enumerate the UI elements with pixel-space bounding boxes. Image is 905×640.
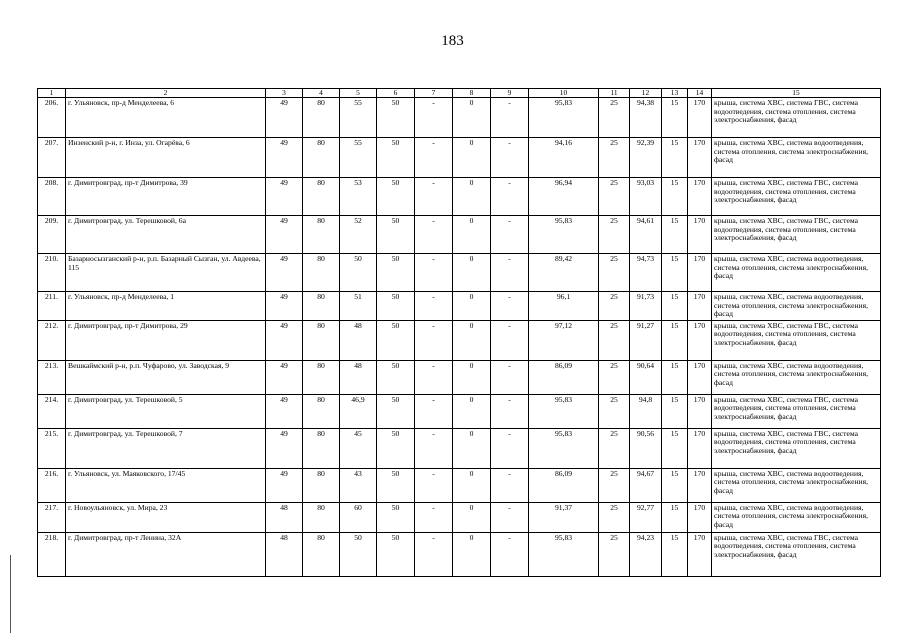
row-number-cell: 215. [38, 428, 66, 468]
value-cell: - [415, 98, 453, 138]
value-cell: 170 [688, 216, 712, 254]
value-cell: 49 [266, 394, 303, 428]
value-cell: 0 [453, 98, 491, 138]
value-cell: 43 [340, 468, 377, 502]
value-cell: 55 [340, 138, 377, 178]
works-cell: крыша, система ХВС, система водоотведения, система отопления, система электроснабжения, фасад [712, 138, 881, 178]
value-cell: - [491, 468, 529, 502]
value-cell: - [491, 216, 529, 254]
value-cell: - [491, 320, 529, 360]
table-row [38, 468, 881, 502]
value-cell: 80 [303, 254, 340, 292]
value-cell: 170 [688, 394, 712, 428]
value-cell: 15 [662, 98, 688, 138]
value-cell: 25 [599, 254, 630, 292]
value-cell: 60 [340, 502, 377, 532]
header-cell: 9 [491, 89, 529, 98]
value-cell: 50 [377, 216, 415, 254]
value-cell: 49 [266, 254, 303, 292]
value-cell: 48 [266, 532, 303, 576]
value-cell: - [491, 138, 529, 178]
row-number-cell: 211. [38, 292, 66, 321]
address-cell: г. Димитровград, пр-т Димитрова, 39 [66, 178, 266, 216]
table-row [38, 216, 881, 254]
value-cell: - [491, 292, 529, 321]
value-cell: 15 [662, 320, 688, 360]
value-cell: 80 [303, 98, 340, 138]
value-cell: 52 [340, 216, 377, 254]
value-cell: 94,8 [630, 394, 662, 428]
address-cell: Базарносызганский р-н, р.п. Базарный Сызган, ул. Авдеева, 115 [66, 254, 266, 292]
page-number: 183 [441, 33, 464, 49]
value-cell: 0 [453, 428, 491, 468]
value-cell: 49 [266, 292, 303, 321]
value-cell: 25 [599, 216, 630, 254]
value-cell: 15 [662, 292, 688, 321]
address-cell: г. Ульяновск, ул. Маяковского, 17/45 [66, 468, 266, 502]
value-cell: - [415, 428, 453, 468]
value-cell: 94,67 [630, 468, 662, 502]
value-cell: 25 [599, 532, 630, 576]
value-cell: 90,56 [630, 428, 662, 468]
value-cell: - [415, 360, 453, 394]
value-cell: 48 [266, 502, 303, 532]
value-cell: - [415, 394, 453, 428]
header-cell: 5 [340, 89, 377, 98]
value-cell: 91,37 [529, 502, 599, 532]
header-cell: 15 [712, 89, 881, 98]
table-row [38, 254, 881, 292]
address-cell: г. Димитровград, ул. Терешковой, 6а [66, 216, 266, 254]
value-cell: 80 [303, 428, 340, 468]
value-cell: - [491, 254, 529, 292]
value-cell: 50 [377, 98, 415, 138]
address-cell: Вешкаймский р-н, р.п. Чуфарово, ул. Заводская, 9 [66, 360, 266, 394]
table-row [38, 394, 881, 428]
table-row [38, 178, 881, 216]
works-cell: крыша, система ХВС, система ГВС, система водоотведения, система отопления, система электроснабжения, фасад [712, 394, 881, 428]
value-cell: 25 [599, 428, 630, 468]
value-cell: - [415, 320, 453, 360]
value-cell: 0 [453, 360, 491, 394]
value-cell: 50 [377, 502, 415, 532]
header-cell: 12 [630, 89, 662, 98]
value-cell: 50 [377, 292, 415, 321]
value-cell: - [415, 254, 453, 292]
value-cell: 15 [662, 254, 688, 292]
value-cell: 170 [688, 178, 712, 216]
value-cell: 170 [688, 502, 712, 532]
table-row [38, 292, 881, 321]
value-cell: - [491, 428, 529, 468]
value-cell: 49 [266, 320, 303, 360]
value-cell: 80 [303, 320, 340, 360]
value-cell: 50 [377, 468, 415, 502]
value-cell: - [415, 292, 453, 321]
works-cell: крыша, система ХВС, система ГВС, система водоотведения, система отопления, система электроснабжения, фасад [712, 428, 881, 468]
value-cell: 170 [688, 254, 712, 292]
works-cell: крыша, система ХВС, система водоотведения, система отопления, система электроснабжения, фасад [712, 360, 881, 394]
header-cell: 10 [529, 89, 599, 98]
table-row [38, 532, 881, 576]
value-cell: 25 [599, 138, 630, 178]
value-cell: - [491, 394, 529, 428]
value-cell: - [415, 138, 453, 178]
value-cell: 170 [688, 292, 712, 321]
value-cell: 92,77 [630, 502, 662, 532]
value-cell: 46,9 [340, 394, 377, 428]
value-cell: 97,12 [529, 320, 599, 360]
row-number-cell: 214. [38, 394, 66, 428]
value-cell: 170 [688, 532, 712, 576]
value-cell: 25 [599, 178, 630, 216]
value-cell: 0 [453, 178, 491, 216]
value-cell: 15 [662, 138, 688, 178]
value-cell: 25 [599, 394, 630, 428]
value-cell: - [415, 468, 453, 502]
row-number-cell: 210. [38, 254, 66, 292]
value-cell: 94,23 [630, 532, 662, 576]
value-cell: 50 [377, 360, 415, 394]
value-cell: - [415, 502, 453, 532]
value-cell: 0 [453, 532, 491, 576]
table-row [38, 428, 881, 468]
value-cell: 80 [303, 292, 340, 321]
works-cell: крыша, система ХВС, система водоотведения, система отопления, система электроснабжения, фасад [712, 292, 881, 321]
value-cell: - [491, 360, 529, 394]
value-cell: - [491, 98, 529, 138]
address-cell: г. Димитровград, пр-т Димитрова, 29 [66, 320, 266, 360]
value-cell: 95,83 [529, 532, 599, 576]
header-cell: 6 [377, 89, 415, 98]
value-cell: 86,09 [529, 468, 599, 502]
row-number-cell: 218. [38, 532, 66, 576]
value-cell: 170 [688, 98, 712, 138]
value-cell: 25 [599, 292, 630, 321]
value-cell: - [415, 532, 453, 576]
works-cell: крыша, система ХВС, система ГВС, система водоотведения, система отопления, система электроснабжения, фасад [712, 532, 881, 576]
address-cell: г. Димитровград, пр-т Ленина, 32А [66, 532, 266, 576]
value-cell: 25 [599, 360, 630, 394]
works-cell: крыша, система ХВС, система водоотведения, система отопления, система электроснабжения, фасад [712, 502, 881, 532]
header-cell: 8 [453, 89, 491, 98]
value-cell: 0 [453, 502, 491, 532]
data-table [37, 88, 881, 577]
value-cell: 49 [266, 428, 303, 468]
table-row [38, 320, 881, 360]
value-cell: 25 [599, 320, 630, 360]
value-cell: 80 [303, 216, 340, 254]
value-cell: 49 [266, 468, 303, 502]
value-cell: 95,83 [529, 98, 599, 138]
value-cell: 92,39 [630, 138, 662, 178]
address-cell: г. Ульяновск, пр-д Менделеева, 1 [66, 292, 266, 321]
value-cell: 90,64 [630, 360, 662, 394]
value-cell: 15 [662, 216, 688, 254]
value-cell: - [415, 178, 453, 216]
value-cell: 0 [453, 394, 491, 428]
works-cell: крыша, система ХВС, система ГВС, система водоотведения, система отопления, система электроснабжения, фасад [712, 216, 881, 254]
value-cell: 50 [377, 320, 415, 360]
value-cell: 50 [340, 532, 377, 576]
value-cell: 91,73 [630, 292, 662, 321]
header-cell: 14 [688, 89, 712, 98]
address-cell: Инзенский р-н, г. Инза, ул. Огарёва, 6 [66, 138, 266, 178]
value-cell: 170 [688, 468, 712, 502]
value-cell: 45 [340, 428, 377, 468]
value-cell: 25 [599, 98, 630, 138]
value-cell: 170 [688, 320, 712, 360]
address-cell: г. Димитровград, ул. Терешковой, 5 [66, 394, 266, 428]
header-cell: 3 [266, 89, 303, 98]
value-cell: 53 [340, 178, 377, 216]
value-cell: 55 [340, 98, 377, 138]
value-cell: 15 [662, 360, 688, 394]
value-cell: 93,03 [630, 178, 662, 216]
value-cell: 48 [340, 360, 377, 394]
value-cell: 80 [303, 178, 340, 216]
row-number-cell: 207. [38, 138, 66, 178]
works-cell: крыша, система ХВС, система водоотведения, система отопления, система электроснабжения, фасад [712, 254, 881, 292]
row-number-cell: 206. [38, 98, 66, 138]
value-cell: 91,27 [630, 320, 662, 360]
value-cell: 86,09 [529, 360, 599, 394]
scan-edge-line [10, 555, 11, 633]
value-cell: 94,61 [630, 216, 662, 254]
table-row [38, 360, 881, 394]
value-cell: - [491, 532, 529, 576]
value-cell: 50 [377, 178, 415, 216]
header-row [38, 89, 881, 98]
value-cell: 15 [662, 178, 688, 216]
value-cell: 95,83 [529, 428, 599, 468]
table-row [38, 138, 881, 178]
value-cell: 0 [453, 216, 491, 254]
value-cell: 80 [303, 502, 340, 532]
value-cell: 80 [303, 394, 340, 428]
value-cell: 50 [377, 428, 415, 468]
value-cell: 170 [688, 428, 712, 468]
value-cell: 15 [662, 468, 688, 502]
value-cell: 170 [688, 138, 712, 178]
value-cell: 95,83 [529, 216, 599, 254]
value-cell: 50 [340, 254, 377, 292]
value-cell: 48 [340, 320, 377, 360]
address-cell: г. Новоульяновск, ул. Мира, 23 [66, 502, 266, 532]
works-cell: крыша, система ХВС, система ГВС, система водоотведения, система отопления, система электроснабжения, фасад [712, 178, 881, 216]
value-cell: 25 [599, 468, 630, 502]
works-cell: крыша, система ХВС, система ГВС, система водоотведения, система отопления, система электроснабжения, фасад [712, 320, 881, 360]
value-cell: - [491, 502, 529, 532]
value-cell: 94,16 [529, 138, 599, 178]
value-cell: 15 [662, 532, 688, 576]
value-cell: - [415, 216, 453, 254]
value-cell: - [491, 178, 529, 216]
row-number-cell: 213. [38, 360, 66, 394]
value-cell: 15 [662, 502, 688, 532]
value-cell: 80 [303, 138, 340, 178]
value-cell: 0 [453, 320, 491, 360]
row-number-cell: 212. [38, 320, 66, 360]
value-cell: 80 [303, 468, 340, 502]
value-cell: 94,38 [630, 98, 662, 138]
value-cell: 0 [453, 138, 491, 178]
value-cell: 0 [453, 292, 491, 321]
value-cell: 0 [453, 254, 491, 292]
row-number-cell: 208. [38, 178, 66, 216]
value-cell: 94,73 [630, 254, 662, 292]
value-cell: 15 [662, 394, 688, 428]
value-cell: 170 [688, 360, 712, 394]
header-cell: 4 [303, 89, 340, 98]
value-cell: 50 [377, 138, 415, 178]
value-cell: 49 [266, 138, 303, 178]
value-cell: 50 [377, 532, 415, 576]
header-cell: 7 [415, 89, 453, 98]
works-cell: крыша, система ХВС, система ГВС, система водоотведения, система отопления, система электроснабжения, фасад [712, 98, 881, 138]
value-cell: 80 [303, 360, 340, 394]
value-cell: 50 [377, 254, 415, 292]
table-row [38, 98, 881, 138]
value-cell: 95,83 [529, 394, 599, 428]
value-cell: 49 [266, 360, 303, 394]
value-cell: 96,94 [529, 178, 599, 216]
value-cell: 15 [662, 428, 688, 468]
value-cell: 49 [266, 98, 303, 138]
header-cell: 11 [599, 89, 630, 98]
works-cell: крыша, система ХВС, система водоотведения, система отопления, система электроснабжения, фасад [712, 468, 881, 502]
value-cell: 49 [266, 178, 303, 216]
row-number-cell: 209. [38, 216, 66, 254]
value-cell: 0 [453, 468, 491, 502]
header-cell: 13 [662, 89, 688, 98]
value-cell: 49 [266, 216, 303, 254]
address-cell: г. Ульяновск, пр-д Менделеева, 6 [66, 98, 266, 138]
table-row [38, 502, 881, 532]
value-cell: 80 [303, 532, 340, 576]
value-cell: 50 [377, 394, 415, 428]
row-number-cell: 217. [38, 502, 66, 532]
row-number-cell: 216. [38, 468, 66, 502]
value-cell: 89,42 [529, 254, 599, 292]
value-cell: 51 [340, 292, 377, 321]
header-cell: 2 [66, 89, 266, 98]
value-cell: 25 [599, 502, 630, 532]
value-cell: 96,1 [529, 292, 599, 321]
header-cell: 1 [38, 89, 66, 98]
address-cell: г. Димитровград, ул. Терешковой, 7 [66, 428, 266, 468]
